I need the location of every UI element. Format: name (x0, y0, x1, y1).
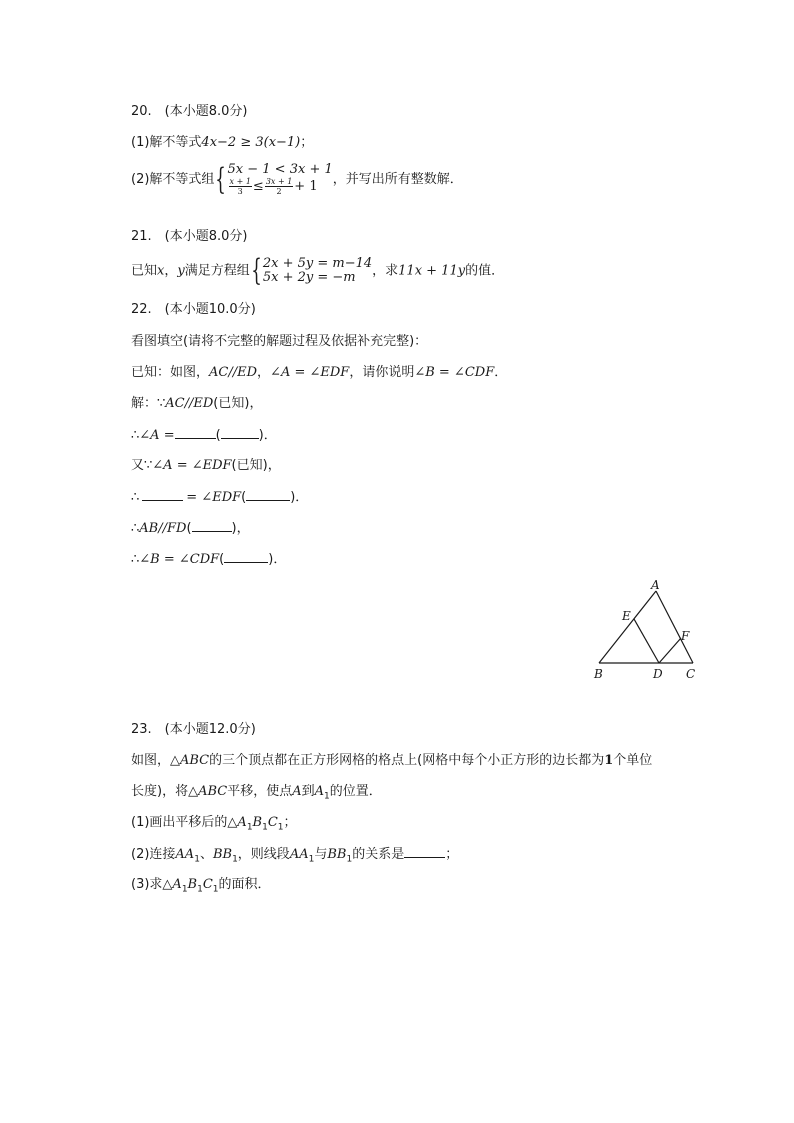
q20-fraction-2: $\frac{3x + 1}{2}$ (265, 177, 293, 196)
q21-expression: 11x + 11y (398, 263, 466, 279)
q21-equation-system (263, 257, 372, 285)
segment-ac (656, 591, 693, 663)
label-c: C (686, 667, 696, 681)
q21-header: 21. (本小题8.0分) (131, 229, 248, 244)
q20-part1 (131, 134, 313, 152)
q21-var-x: x (157, 263, 165, 279)
q20-part2-end: ，并写出所有整数解． (332, 172, 463, 187)
triangle-figure (585, 574, 705, 684)
answer-blank[interactable] (142, 488, 183, 501)
segment-ed (634, 619, 659, 663)
answer-blank[interactable] (175, 426, 216, 439)
q20-part1-inequality: 4x−2 ≥ 3(x−1) (201, 135, 301, 150)
segment-fd (659, 638, 681, 663)
q22-step-4: ∴ = ∠EDF( )． (131, 490, 309, 505)
q20-system-row1: 5x − 1 < 3x + 1 (227, 162, 333, 177)
q20-fraction-1: $\frac{x + 1}{3}$ (229, 177, 251, 196)
q23-part-3: (3)求$\triangle A_1B_1C_1$的面积． (131, 877, 271, 895)
q21-text-d: 的值． (465, 263, 505, 279)
q23-header: 23. (本小题12.0分) (131, 722, 256, 737)
label-e: E (622, 609, 631, 623)
label-d: D (653, 667, 663, 681)
q20-inequality-system (228, 163, 333, 196)
left-brace-icon: { (251, 253, 262, 288)
reason-blank[interactable] (192, 519, 232, 532)
q20-part1-end: ； (300, 135, 314, 150)
reason-blank[interactable] (221, 426, 259, 439)
q23-line-1: 如图，△ABC的三个顶点都在正方形网格的格点上(网格中每个小正方形的边长都为1个单位 (131, 753, 653, 768)
segment-ab (599, 591, 656, 663)
q22-step-1: 解：∵AC//ED(已知)， (131, 396, 263, 411)
q20-part2-label: (2)解不等式组 (131, 172, 215, 187)
q21-text-c: ，求 (372, 263, 399, 279)
q23-part-1: (1)画出平移后的$\triangle A_1B_1C_1$； (131, 815, 297, 833)
q21-text-b: 满足方程组 (184, 263, 250, 279)
q23-part-2: (2)连接$AA_1$、$BB_1$，则线段$AA_1$与$BB_1$的关系是 ； (131, 847, 459, 865)
q22-step-6: ∴∠B = ∠CDF( )． (131, 552, 287, 567)
q20-system-row2: $\frac{x + 1}{3}$ ≤ $\frac{3x + 1}{2}$ + 1 (229, 177, 318, 196)
label-f: F (681, 629, 690, 643)
q21-equation-row2: 5x + 2y = −m (262, 270, 356, 285)
q22-header: 22. (本小题10.0分) (131, 302, 256, 317)
q22-given: 已知：如图，AC//ED，∠A = ∠EDF，请你说明∠B = ∠CDF． (131, 365, 508, 380)
q22-step-3: 又∵∠A = ∠EDF(已知)， (131, 458, 281, 473)
reason-blank[interactable] (224, 550, 268, 563)
q21-comma: ， (164, 263, 178, 279)
q22-instruction: 看图填空(请将不完整的解题过程及依据补充完整)： (131, 334, 428, 349)
left-brace-icon: { (215, 161, 227, 197)
q20-part1-label: (1)解不等式 (131, 135, 202, 150)
q20-header: 20. (本小题8.0分) (131, 104, 248, 119)
q21-text: 已知 (131, 263, 158, 279)
label-a: A (651, 578, 660, 592)
answer-blank[interactable] (404, 845, 445, 858)
q22-step-5: ∴AB//FD( )， (131, 521, 250, 536)
reason-blank[interactable] (246, 488, 290, 501)
q23-line-2: 长度)，将△ABC平移，使点A到$A_1$的位置． (131, 784, 382, 802)
q22-step-2: ∴∠A = ( )． (131, 428, 277, 443)
q20-part2 (131, 163, 463, 196)
q21-equation-row1: 2x + 5y = m−14 (262, 256, 373, 271)
q21-body (131, 253, 505, 288)
q21-var-y: y (177, 263, 185, 279)
label-b: B (594, 667, 603, 681)
